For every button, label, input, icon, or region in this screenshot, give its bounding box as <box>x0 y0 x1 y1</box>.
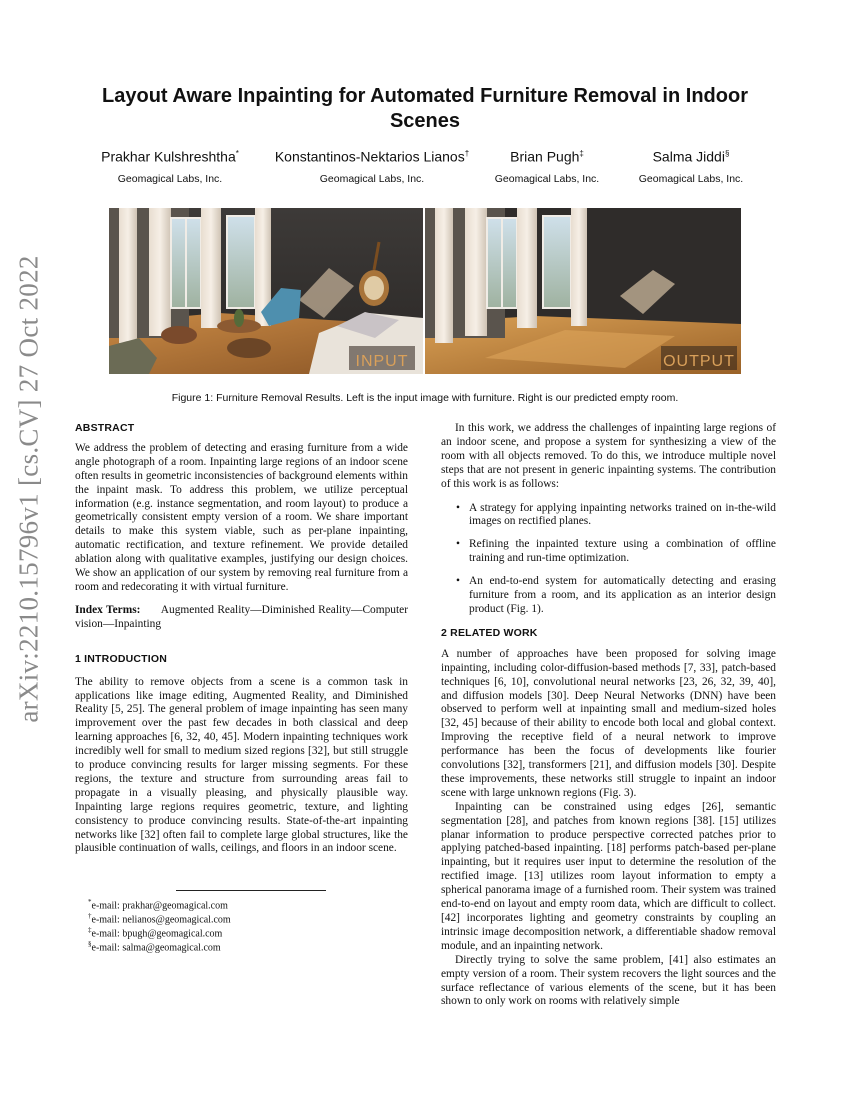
related-work-p3: Directly trying to solve the same problem, [41] also estimates an empty version of a room. Their system recovers the light sources and the surface reflectance of various elements of the scene, but it has been shown to only work on rooms with relatively simple <box>441 953 776 1008</box>
abstract-text: We address the problem of detecting and erasing furniture from a wide angle photograph of a room. Inpainting large regions of an indoor scene often results in geometric inconsistencies of background elements within the inpaint mask. To address this problem, we utilize perceptual information (e.g. instance segmentation, and room layout) to produce a geometrically consistent empty version of a room. We share important details to make this system viable, such as per-plane inpainting, automatic rectification, and texture refinement. We provide detailed ablation along with qualitative examples, justifying our design choices. We show an application of our system by removing real furniture from a room and redecorating it with virtual furniture. <box>75 441 408 593</box>
footnote-4: §e-mail: salma@geomagical.com <box>88 940 221 954</box>
author-4: Salma Jiddi§ Geomagical Labs, Inc. <box>638 148 744 185</box>
index-terms: Index Terms: Augmented Reality—Diminished Reality—Computer vision—Inpainting <box>75 603 408 630</box>
author-3: Brian Pugh‡ Geomagical Labs, Inc. <box>494 148 600 185</box>
contribution-list <box>441 502 776 617</box>
footnote-rule <box>176 890 326 891</box>
footnote-1: *e-mail: prakhar@geomagical.com <box>88 898 228 912</box>
related-work-p1: A number of approaches have been proposed for solving image inpainting, including color-diffusion-based methods [7, 33], patch-based techniques [6, 10], convolutional neural networks [23, 26, 32, 39, 40], and diffusion models [30]. Deep Neural Networks (DNN) have been observed to perform well at inpainting small and medium-sized holes [32, 45] because of their ability to encode both local and global context. Improving the receptive field of a neural network to improve performance has been the focus of developments like fourier convolutions [32], transformers [21], and diffusion models [30]. Despite these improvements, these networks still struggle to inpaint an indoor scene with large unknown regions (Fig. 3). <box>441 647 776 799</box>
intro-continuation: In this work, we address the challenges of inpainting large regions of an indoor scene, and propose a system for synthesizing a view of the room with all objects removed. To do this, we introduce multiple novel steps that are not present in generic inpainting systems. The contribution of this work is as follows: <box>441 422 776 490</box>
footnote-2: †e-mail: nelianos@geomagical.com <box>88 912 231 926</box>
figure-furniture-removal <box>109 208 741 374</box>
input-image <box>109 208 423 374</box>
abstract-heading: ABSTRACT <box>75 422 135 434</box>
intro-heading: 1 INTRODUCTION <box>75 652 168 665</box>
list-item: • A strategy for applying inpainting networks trained on in-the-wild images on rectified planes. <box>441 502 776 530</box>
right-column <box>441 422 776 1009</box>
list-item: • Refining the inpainted texture using a combination of offline training and run-time optimization. <box>441 538 776 566</box>
figure-caption: Figure 1: Furniture Removal Results. Left is the input image with furniture. Right is our predicted empty room. <box>171 392 679 404</box>
output-image <box>425 208 741 374</box>
related-work-heading: 2 RELATED WORK <box>441 626 538 639</box>
intro-text: The ability to remove objects from a scene is a common task in applications like image editing, Augmented Reality, and Diminished Reality [5, 25]. The general problem of image inpainting has seen many improvement over the past few decades in both classical and deep learning approaches [6, 32, 40, 45]. Modern inpainting techniques work incredibly well for small to medium sized regions [32], but still struggle to produce convincing results for larger missing segments. For these regions, the texture and structure from surrounding areas fail to propagate in a visually pleasing, and physically plausible way. Inpainting large regions requires geometric, texture, and lighting consistency to produce convincing results. State-of-the-art inpainting networks like [32] often fail to complete large global structures, like the plausible continuation of walls, ceilings, and floors in an indoor scene. <box>75 675 408 855</box>
output-label: OUTPUT <box>663 353 735 370</box>
list-item: • An end-to-end system for automatically detecting and erasing furniture from a room, and its application as an interior design product (Fig. 1). <box>441 575 776 617</box>
left-column <box>75 422 408 856</box>
paper-title: Layout Aware Inpainting for Automated Furniture Removal in Indoor Scenes <box>102 85 748 132</box>
related-work-p2: Inpainting can be constrained using edges [26], semantic segmentation [28], and patches from known regions [38]. [15] utilizes planar information to produce perspective corrected patches prior to applying patched-based inpainting. [18] performs patch-based per-plane inpainting, but it requires user input to determine the resolution of the rectified image. [13] utilizes room layout information to empty a spherical panorama image of a furnished room. Their system was trained end-to-end on layout and empty room data, which are difficult to collect. [42] incorporates lighting and geometry constraints by coupling an intrinsic image decomposition network, a differentiable shadow removal module, and an inpainting network. <box>441 800 776 952</box>
author-1: Prakhar Kulshreshtha* Geomagical Labs, Inc. <box>101 148 239 185</box>
footnote-3: ‡e-mail: bpugh@geomagical.com <box>88 926 223 940</box>
author-2: Konstantinos-Nektarios Lianos† Geomagical Labs, Inc. <box>274 148 470 185</box>
arxiv-identifier: arXiv:2210.15796v1 [cs.CV] 27 Oct 2022 <box>13 255 44 723</box>
input-label: INPUT <box>355 353 409 370</box>
